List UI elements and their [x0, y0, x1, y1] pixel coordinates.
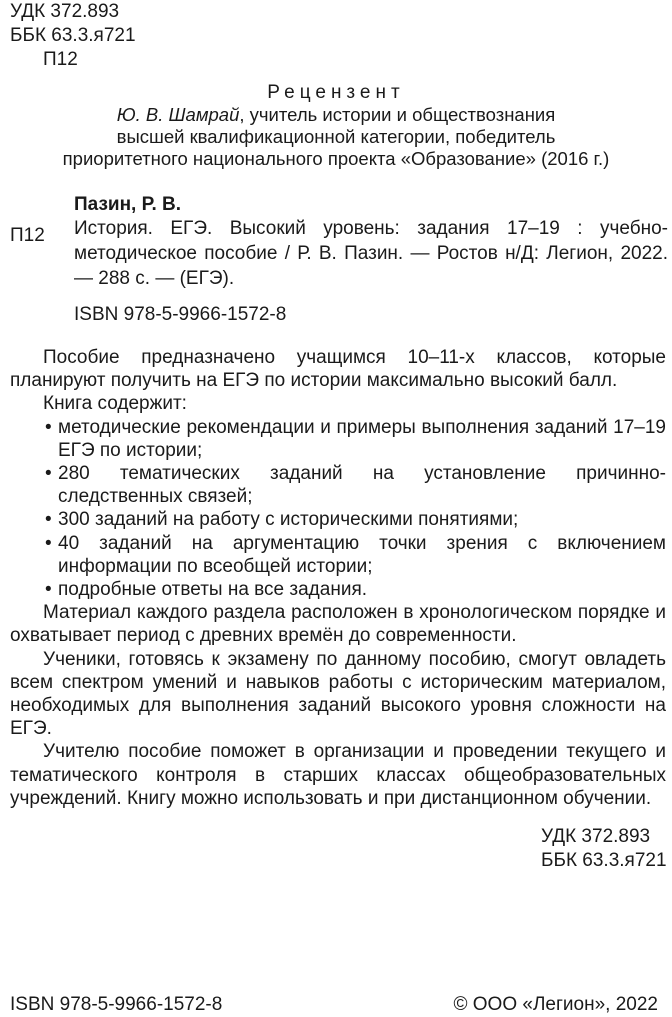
bullet-icon: • [45, 416, 52, 438]
annotation-intro: Пособие предназначено учащимся 10–11-х классов, которые планируют получить на ЕГЭ по истории максимально высокий балл. [10, 347, 666, 392]
udk-code-bottom: УДК 372.893 [541, 826, 651, 847]
reviewer-name: Ю. В. Шамрай [116, 104, 240, 125]
bullet-icon: • [45, 579, 52, 601]
list-item: • методические рекомендации и примеры выполнения заданий 17–19 ЕГЭ по истории; [45, 416, 666, 461]
paragraph-material: Материал каждого раздела расположен в хронологическом порядке и охватывает период с древних времён до современности. [10, 602, 666, 647]
reviewer-line-2: высшей квалификационной категории, победитель [116, 126, 556, 147]
list-item: • 300 заданий на работу с историческими понятиями; [45, 509, 519, 531]
bbk-code: ББК 63.3.я721 [10, 25, 136, 46]
list-item: • подробные ответы на все задания. [45, 579, 368, 601]
bibliography-description: История. ЕГЭ. Высокий уровень: задания 17–19 : учебно-методическое пособие / Р. В. Пазин. — Ростов н/Д: Легион, 2022. — 288 с. — (ЕГЭ). [74, 218, 668, 289]
list-item: • 40 заданий на аргументацию точки зрения с включением информации по всеобщей истории; [45, 532, 666, 577]
footer-isbn: ISBN 978-5-9966-1572-8 [10, 994, 223, 1015]
bbk-code-bottom: ББК 63.3.я721 [541, 850, 667, 871]
bullet-icon: • [45, 532, 52, 554]
classification-codes [541, 825, 667, 873]
reviewer-line-1 [0, 104, 672, 126]
reviewer-line-3: приоритетного национального проекта «Образование» (2016 г.) [62, 148, 610, 169]
reviewer-role: , учитель истории и обществознания [239, 104, 556, 125]
list-item: • 280 тематических заданий на установление причинно-следственных связей; [45, 463, 666, 508]
author-mark: П12 [43, 49, 78, 70]
udk-code: УДК 372.893 [10, 1, 120, 22]
header-codes [10, 0, 136, 72]
bullet-icon: • [45, 463, 52, 485]
reviewer-block [0, 82, 672, 170]
contents-label: Книга содержит: [43, 393, 187, 415]
bullet-icon: • [45, 509, 52, 531]
paragraph-students: Ученики, готовясь к экзамену по данному пособию, смогут овладеть всем спектром умений и навыков работы с историческим материалом, необходимых для выполнения заданий высокого уровня сложности на ЕГЭ. [10, 648, 666, 740]
paragraph-teacher: Учителю пособие поможет в организации и проведении текущего и тематического контроля в старших классах общеобразовательных учреждений. Книгу можно использовать и при дистанционном обучении. [10, 741, 666, 809]
bibliography-isbn: ISBN 978-5-9966-1572-8 [74, 304, 287, 325]
annotation [10, 346, 666, 810]
contents-list [10, 416, 666, 602]
bibliography-mark: П12 [10, 225, 45, 246]
bibliography-author: Пазин, Р. В. [74, 194, 181, 215]
footer-copyright: © ООО «Легион», 2022 [453, 994, 658, 1015]
reviewer-title: Рецензент [267, 82, 405, 103]
